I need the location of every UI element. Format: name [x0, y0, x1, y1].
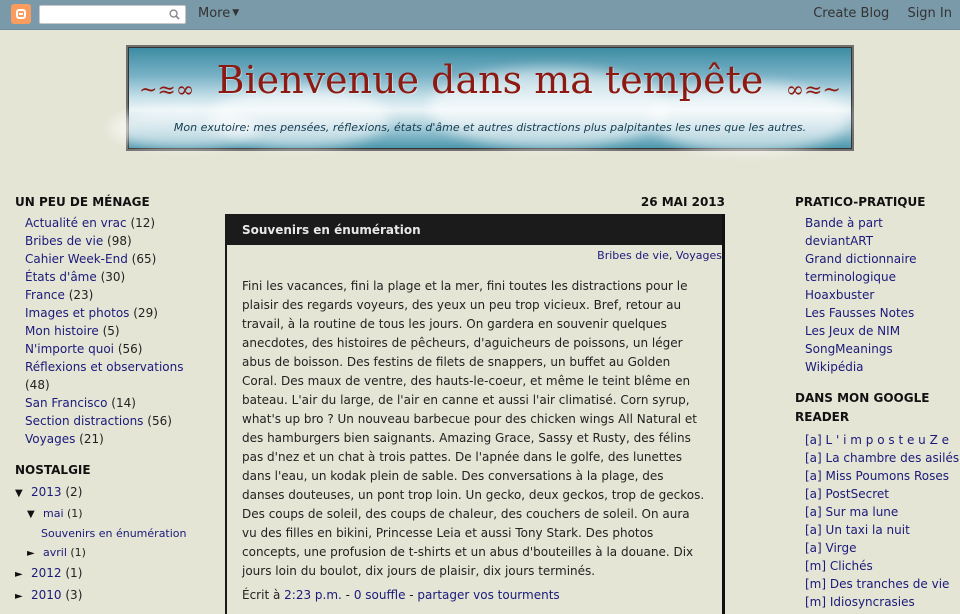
archive-widget-title: NOSTALGIE — [15, 463, 91, 477]
post-title-bar — [227, 214, 722, 245]
reader-link[interactable]: [a] Sur ma lune — [805, 505, 899, 519]
label-item — [25, 394, 210, 412]
link-item — [805, 304, 960, 322]
archive-year-link[interactable]: 2012 — [31, 566, 62, 580]
external-link[interactable]: deviantART — [805, 234, 874, 248]
archive-count: (3) — [65, 588, 83, 602]
reader-item — [805, 467, 960, 485]
navbar-actions — [799, 6, 952, 21]
label-link[interactable]: Section distractions — [25, 414, 144, 428]
archive-month-link[interactable]: avril — [43, 546, 67, 559]
post-body: Fini les vacances, fini la plage et la mer, fini toutes les distractions pour le plaisir des regards voyeurs, des yeux un peu trop vicieux. Bref, retour au travail, à la routine de tous les jours. On gardera en souvenir quelques anecdotes, des histoires de pêcheurs, d'aguicheurs de poissons, un léger abus de boisson. Des festins de filets de snappers, un buffet au Golden Coral. Des maux de ventre, des hauts-le-coeur, et même le teint blême en bateau. L'air du large, de l'air en canne et aussi l'air climatisé. Corn syrup, what's up bro ? Un nouveau barbecue pour des chicken wings All Natural et des hamburgers bien saignants. Amazing Grace, Sassy et Rusty, des félins pas d'nez et un chat à trois pattes. De l'apnée dans le golfe, des lunettes dans l'eau, un kodak plein de sable. Des conversations à la plage, des danses douteuses, un pont trop loin. Un gecko, deux geckos, trop de geckos. Des coups de soleil, des coups de chaleur, des couchers de soleil. On aura vu des filles en bikini, Princesse Leia et aussi Tony Stark. Des photos concepts, une profusion de t-shirts et un abus d'bouteilles à la douane. Dix jours loin du boulot, dix jours de plaisir, dix jours terminés. — [242, 279, 705, 578]
external-link[interactable]: Hoaxbuster — [805, 288, 875, 302]
archive-year-link[interactable]: 2013 — [31, 485, 62, 499]
footer-separator: - — [341, 588, 354, 602]
label-item — [25, 322, 210, 340]
blog-title: Bienvenue dans ma tempête — [216, 58, 764, 102]
comments-link[interactable]: 0 souffle — [353, 588, 406, 602]
blogger-logo-icon[interactable] — [11, 4, 31, 24]
label-count: (29) — [133, 306, 158, 320]
blog-post — [225, 214, 725, 614]
label-item — [25, 232, 210, 250]
collapsed-toggle-icon[interactable]: ► — [15, 569, 23, 580]
post-footer — [227, 581, 722, 603]
reader-widget-title: DANS MON GOOGLE READER — [795, 391, 930, 424]
label-link[interactable]: Voyages — [25, 432, 76, 446]
reader-item — [805, 485, 960, 503]
reader-link[interactable]: [a] L ' i m p o s t e u Z e — [805, 433, 950, 447]
label-link[interactable]: États d'âme — [25, 270, 97, 284]
link-item — [805, 232, 960, 250]
blog-header[interactable] — [126, 45, 854, 151]
post-time-link[interactable]: 2:23 p.m. — [284, 588, 342, 602]
archive-count: (1) — [65, 566, 83, 580]
label-count: (98) — [107, 234, 132, 248]
external-link[interactable]: Grand dictionnaire terminologique — [805, 252, 917, 284]
reader-link[interactable]: [a] La chambre des asilés — [805, 451, 960, 465]
header-image — [128, 47, 852, 149]
label-count: (12) — [130, 216, 156, 230]
archive-count: (1) — [70, 546, 86, 559]
label-item — [25, 286, 210, 304]
more-menu-button[interactable] — [198, 6, 239, 21]
reader-link[interactable]: [m] Idiosyncrasies — [805, 595, 915, 609]
collapsed-toggle-icon[interactable]: ► — [27, 548, 35, 559]
links-list — [795, 214, 960, 376]
label-count: (65) — [131, 252, 157, 266]
external-link[interactable]: Les Jeux de NIM — [805, 324, 901, 338]
label-link[interactable]: San Francisco — [25, 396, 108, 410]
reader-item — [805, 521, 960, 539]
reader-link[interactable]: [m] Clichés — [805, 559, 873, 573]
footer-separator: - — [405, 588, 418, 602]
external-link[interactable]: SongMeanings — [805, 342, 893, 356]
archive-widget — [15, 462, 210, 607]
blog-tagline: Mon exutoire: mes pensées, réflexions, états d'âme et autres distractions plus palpitantes les unes que les autres. — [173, 121, 807, 134]
external-link[interactable]: Les Fausses Notes — [805, 306, 915, 320]
link-item — [805, 358, 960, 376]
label-item — [25, 340, 210, 358]
label-link[interactable]: Mon histoire — [25, 324, 99, 338]
archive-year-2012 — [15, 563, 210, 585]
reader-item — [805, 449, 960, 467]
post-title[interactable]: Souvenirs en énumération — [242, 223, 421, 237]
link-item — [805, 250, 925, 286]
left-sidebar — [15, 194, 210, 607]
label-link[interactable]: Bribes de vie — [25, 234, 104, 248]
label-count: (56) — [117, 342, 143, 356]
label-count: (5) — [102, 324, 120, 338]
label-item — [25, 358, 190, 394]
expanded-toggle-icon[interactable]: ▼ — [27, 509, 35, 520]
create-blog-link[interactable]: Create Blog — [813, 6, 890, 21]
label-separator: , — [668, 249, 676, 262]
sign-in-link[interactable]: Sign In — [907, 6, 952, 21]
archive-month-avril — [15, 543, 210, 563]
link-item — [805, 340, 960, 358]
reader-item — [805, 539, 960, 557]
label-item — [25, 412, 210, 430]
archive-count: (1) — [67, 507, 83, 520]
reader-list — [795, 431, 960, 611]
reader-item — [805, 503, 960, 521]
reader-item — [805, 557, 960, 575]
archive-year-2010 — [15, 585, 210, 607]
label-count: (56) — [147, 414, 172, 428]
external-link[interactable]: Bande à part — [805, 216, 883, 230]
labels-list — [15, 214, 210, 448]
blogger-navbar — [0, 0, 960, 30]
written-at-label: Écrit à — [242, 588, 285, 602]
label-link[interactable]: Réflexions et observations — [25, 360, 184, 374]
labels-widget-title: UN PEU DE MÉNAGE — [15, 195, 150, 209]
reader-link[interactable]: [a] Virge — [805, 541, 857, 555]
more-label: More — [198, 6, 231, 21]
label-link[interactable]: Cahier Week-End — [25, 252, 128, 266]
label-link[interactable]: Images et photos — [25, 306, 130, 320]
label-link[interactable]: Actualité en vrac — [25, 216, 127, 230]
archive-month-link[interactable]: mai — [43, 507, 64, 520]
reader-item — [805, 575, 960, 593]
label-count: (14) — [111, 396, 136, 410]
decorative-swirl-right-icon: ∞≈~ — [785, 78, 841, 103]
archive-month-mai — [15, 504, 210, 524]
links-widget-title: PRATICO-PRATIQUE — [795, 195, 926, 209]
reader-link[interactable]: [m] Des tranches de vie — [805, 577, 950, 591]
reader-item — [805, 431, 960, 449]
collapsed-toggle-icon[interactable]: ► — [15, 591, 23, 602]
label-count: (23) — [68, 288, 94, 302]
search-icon[interactable] — [169, 9, 180, 20]
reader-link[interactable]: [a] PostSecret — [805, 487, 889, 501]
link-item — [805, 322, 960, 340]
link-item — [805, 214, 960, 232]
label-count: (21) — [79, 432, 104, 446]
archive-year-link[interactable]: 2010 — [31, 588, 62, 602]
reader-link[interactable]: [a] Miss Poumons Roses — [805, 469, 950, 483]
label-item — [25, 430, 210, 448]
label-count: (30) — [100, 270, 126, 284]
post-date-header: 26 MAI 2013 — [640, 195, 725, 209]
reader-widget — [795, 389, 960, 611]
reader-item — [805, 593, 960, 611]
label-link[interactable]: France — [25, 288, 65, 302]
post-label-link[interactable]: Bribes de vie — [597, 249, 669, 262]
search-input[interactable] — [39, 5, 186, 24]
reader-link[interactable]: [a] Un taxi la nuit — [805, 523, 910, 537]
label-item — [25, 268, 210, 286]
expanded-toggle-icon[interactable]: ▼ — [15, 488, 23, 499]
caret-down-icon: ▼ — [232, 8, 240, 18]
archive-post-link[interactable]: Souvenirs en énumération — [41, 527, 187, 540]
link-item — [805, 286, 960, 304]
external-link[interactable]: Wikipédia — [805, 360, 864, 374]
post-label-link[interactable]: Voyages — [675, 249, 722, 262]
post-labels — [227, 248, 722, 264]
label-item — [25, 304, 210, 322]
archive-year-2013 — [15, 482, 210, 504]
decorative-swirl-left-icon: ~≈∞ — [139, 78, 195, 103]
archive-count: (2) — [65, 485, 83, 499]
label-count: (48) — [25, 378, 50, 392]
label-link[interactable]: N'importe quoi — [25, 342, 114, 356]
share-link[interactable]: partager vos tourments — [417, 588, 560, 602]
archive-post — [15, 524, 210, 543]
label-item — [25, 250, 210, 268]
right-sidebar — [795, 194, 960, 611]
label-item — [25, 214, 210, 232]
